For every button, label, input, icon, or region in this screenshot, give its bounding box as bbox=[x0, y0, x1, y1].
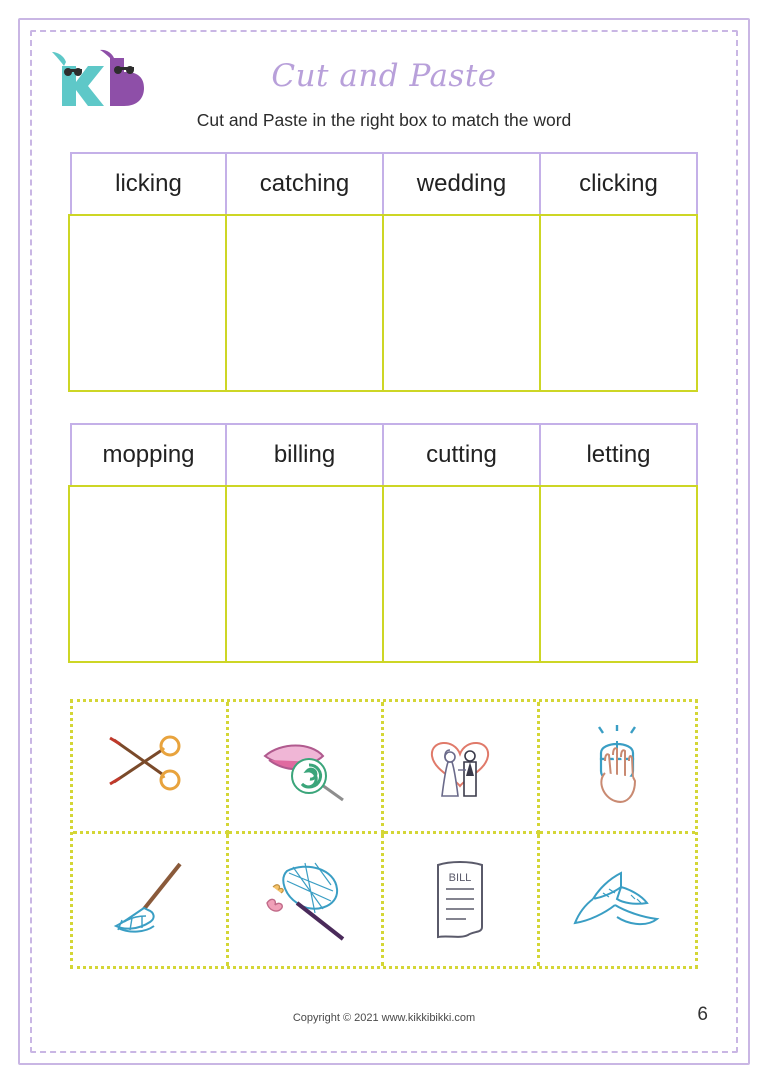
cutout-card[interactable] bbox=[384, 702, 540, 834]
answer-cell[interactable] bbox=[382, 485, 541, 663]
svg-text:BILL: BILL bbox=[448, 872, 472, 884]
answer-cell[interactable] bbox=[68, 214, 227, 392]
cutout-card[interactable] bbox=[540, 834, 696, 966]
word-cell: billing bbox=[225, 423, 384, 487]
answer-cell[interactable] bbox=[539, 214, 698, 392]
lollipop-licking-icon bbox=[257, 730, 353, 804]
footer-copyright: Copyright © 2021 www.kikkibikki.com bbox=[292, 1012, 476, 1024]
cutout-card[interactable] bbox=[384, 834, 540, 966]
cutout-card[interactable] bbox=[229, 834, 385, 966]
cutout-picture-grid bbox=[70, 699, 698, 969]
word-cell: mopping bbox=[70, 423, 227, 487]
page-number: 6 bbox=[697, 1004, 708, 1025]
word-cell: wedding bbox=[382, 152, 541, 216]
word-table-2 bbox=[70, 423, 698, 663]
word-cell: letting bbox=[539, 423, 698, 487]
cutout-card[interactable] bbox=[73, 834, 229, 966]
bill-paper-icon bbox=[424, 859, 496, 941]
word-table-1 bbox=[70, 152, 698, 392]
answer-cell[interactable] bbox=[382, 214, 541, 392]
answer-cell[interactable] bbox=[225, 214, 384, 392]
answer-cell[interactable] bbox=[68, 485, 227, 663]
page-title: Cut and Paste bbox=[271, 58, 497, 94]
page-subtitle: Cut and Paste in the right box to match the word bbox=[196, 110, 572, 130]
mop-icon bbox=[104, 860, 194, 940]
cutout-card[interactable] bbox=[540, 702, 696, 834]
word-cell: cutting bbox=[382, 423, 541, 487]
hand-mouse-click-icon bbox=[575, 725, 659, 809]
scissors-icon bbox=[106, 730, 192, 804]
word-cell: catching bbox=[225, 152, 384, 216]
word-cell: licking bbox=[70, 152, 227, 216]
butterfly-net-icon bbox=[257, 857, 353, 943]
wedding-couple-icon bbox=[420, 728, 500, 806]
word-cell: clicking bbox=[539, 152, 698, 216]
cutout-card[interactable] bbox=[229, 702, 385, 834]
cutout-card[interactable] bbox=[73, 702, 229, 834]
answer-cell[interactable] bbox=[539, 485, 698, 663]
bird-flying-icon bbox=[569, 865, 665, 935]
answer-cell[interactable] bbox=[225, 485, 384, 663]
